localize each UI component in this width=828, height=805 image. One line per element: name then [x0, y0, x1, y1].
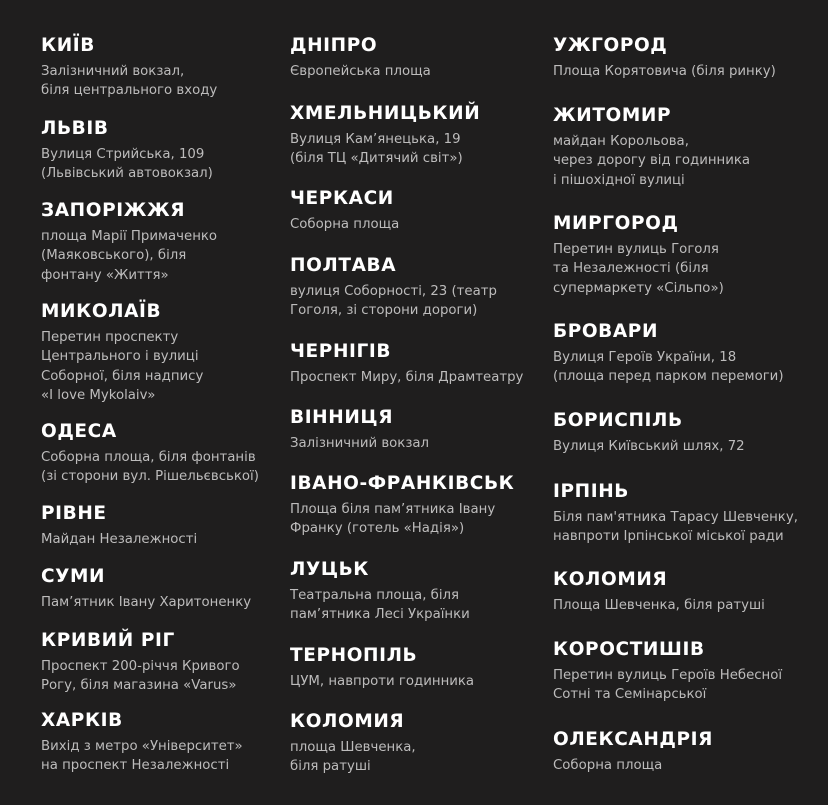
address-line: Залізничний вокзал, [41, 64, 185, 79]
meeting-place [553, 437, 818, 456]
meeting-place [553, 756, 818, 775]
location-entry [41, 35, 281, 101]
address-line: навпроти Ірпінської міської ради [553, 529, 784, 545]
address-line: Соборна площа [553, 758, 663, 773]
city-name: МИРГОРОД [553, 213, 679, 234]
meeting-place [41, 737, 281, 776]
address-line: Соборна площа, біля фонтанів [41, 450, 256, 465]
meeting-place [553, 348, 818, 387]
city-name: КРИВИЙ РІГ [41, 630, 175, 651]
location-entry [290, 35, 545, 81]
address-line: та Незалежності (біля [553, 261, 709, 277]
address-line: Площа Шевченка, біля ратуші [553, 598, 765, 613]
address-line: фонтану «Життя» [41, 267, 169, 283]
address-line: Соборна площа [290, 217, 400, 232]
location-entry [41, 421, 281, 487]
city-name: ЛЬВІВ [41, 118, 109, 139]
address-line: Гоголя, зі сторони дороги) [290, 303, 478, 319]
address-line: Проспект Миру, біля Драмтеатру [290, 370, 524, 385]
city-name: ЧЕРНІГІВ [290, 341, 392, 362]
location-entry [553, 213, 818, 298]
location-entry [290, 711, 545, 777]
meeting-place [553, 596, 818, 615]
address-line: Вулиця Героїв України, 18 [553, 350, 737, 365]
address-line: Рогу, біля магазина «Varus» [41, 678, 237, 694]
address-line: Вулиця Київський шлях, 72 [553, 439, 745, 454]
address-line: (Львівський автовокзал) [41, 166, 213, 182]
meeting-place [553, 666, 818, 705]
meeting-place [290, 434, 545, 453]
address-line: ЦУМ, навпроти годинника [290, 674, 475, 689]
address-line: Європейська площа [290, 64, 431, 79]
city-name: КОРОСТИШІВ [553, 639, 705, 660]
location-entry [41, 200, 281, 285]
city-name: ПОЛТАВА [290, 255, 397, 276]
meeting-place [41, 530, 281, 549]
meeting-place [290, 500, 545, 539]
location-entry [553, 569, 818, 615]
address-line: майдан Корольова, [553, 134, 689, 149]
meeting-place [41, 62, 281, 101]
address-line: на проспект Незалежності [41, 758, 230, 774]
meeting-place [41, 145, 281, 184]
address-line: біля ратуші [290, 759, 371, 775]
location-entry [553, 410, 818, 456]
city-name: БРОВАРИ [553, 321, 659, 342]
address-line: (зі сторони вул. Рішельєвської) [41, 469, 259, 485]
location-entry [290, 645, 545, 691]
location-entry [41, 566, 281, 612]
city-name: ЧЕРКАСИ [290, 188, 394, 209]
meeting-place [41, 657, 281, 696]
city-name: ІВАНО-ФРАНКІВСЬК [290, 473, 515, 494]
meeting-place [290, 282, 545, 321]
city-name: МИКОЛАЇВ [41, 301, 162, 322]
meeting-place [290, 586, 545, 625]
location-entry [41, 503, 281, 549]
location-entry [290, 473, 545, 539]
meeting-place [41, 227, 281, 285]
location-entry [41, 118, 281, 184]
meeting-place [553, 240, 818, 298]
address-line: через дорогу від годинника [553, 153, 751, 169]
meeting-place [290, 738, 545, 777]
address-line: Залізничний вокзал [290, 436, 430, 451]
city-name: ЗАПОРІЖЖЯ [41, 200, 186, 221]
city-name: КОЛОМИЯ [290, 711, 405, 732]
city-name: ОЛЕКСАНДРІЯ [553, 729, 713, 750]
city-name: ДНІПРО [290, 35, 378, 56]
city-name: ХАРКІВ [41, 710, 123, 731]
address-line: Вулиця Стрийська, 109 [41, 147, 205, 162]
meeting-place [290, 368, 545, 387]
location-entry [290, 407, 545, 453]
meeting-place [290, 130, 545, 169]
meeting-place [553, 62, 818, 81]
address-line: Вихід з метро «Університет» [41, 739, 243, 754]
location-entry [290, 103, 545, 169]
address-line: Біля пам'ятника Тарасу Шевченку, [553, 510, 798, 525]
location-entry [290, 559, 545, 625]
address-line: Театральна площа, біля [290, 588, 460, 603]
address-line: Сотні та Семінарської [553, 687, 707, 703]
address-line: Франку (готель «Надія») [290, 521, 465, 537]
address-line: супермаркету «Сільпо») [553, 280, 724, 296]
meeting-place [553, 508, 818, 547]
city-name: ТЕРНОПІЛЬ [290, 645, 418, 666]
location-entry [290, 188, 545, 234]
address-line: Майдан Незалежності [41, 532, 198, 547]
address-line: Проспект 200-річчя Кривого [41, 659, 240, 674]
address-line: Перетин вулиць Гоголя [553, 242, 719, 257]
meeting-place [41, 448, 281, 487]
address-line: Площа Корятовича (біля ринку) [553, 64, 776, 79]
address-line: Перетин проспекту [41, 330, 179, 345]
address-line: Пам’ятник Івану Харитоненку [41, 595, 252, 610]
city-name: ОДЕСА [41, 421, 117, 442]
location-entry [41, 301, 281, 406]
location-entry [290, 255, 545, 321]
address-line: Центрального і вулиці [41, 349, 199, 365]
address-line: вулиця Соборності, 23 (театр [290, 284, 497, 299]
meeting-place [553, 132, 818, 190]
meeting-place [290, 62, 545, 81]
address-line: (Маяковського), біля [41, 248, 187, 264]
meeting-place [41, 328, 281, 406]
meeting-place [290, 672, 545, 691]
location-entry [290, 341, 545, 387]
city-name: РІВНЕ [41, 503, 107, 524]
city-name: ЛУЦЬК [290, 559, 370, 580]
address-line: пам’ятника Лесі Українки [290, 607, 470, 623]
city-name: ЖИТОМИР [553, 105, 672, 126]
city-name: ХМЕЛЬНИЦЬКИЙ [290, 103, 481, 124]
address-line: Соборної, біля надпису [41, 368, 204, 384]
city-name: СУМИ [41, 566, 106, 587]
city-name: КОЛОМИЯ [553, 569, 668, 590]
city-name: ВІННИЦЯ [290, 407, 394, 428]
city-name: ІРПІНЬ [553, 481, 629, 502]
location-entry [553, 321, 818, 387]
address-line: і пішохідної вулиці [553, 172, 685, 188]
meeting-place [290, 215, 545, 234]
location-entry [41, 710, 281, 776]
address-line: Площа біля пам’ятника Івану [290, 502, 496, 517]
address-line: біля центрального входу [41, 83, 218, 99]
address-line: Перетин вулиць Героїв Небесної [553, 668, 783, 683]
city-name: КИЇВ [41, 35, 95, 56]
address-line: Вулиця Кам’янецька, 19 [290, 132, 461, 147]
meeting-place [41, 593, 281, 612]
city-name: БОРИСПІЛЬ [553, 410, 683, 431]
address-line: площа Марії Примаченко [41, 229, 218, 244]
location-entry [553, 639, 818, 705]
location-entry [41, 630, 281, 696]
location-entry [553, 481, 818, 547]
location-entry [553, 729, 818, 775]
address-line: площа Шевченка, [290, 740, 416, 755]
location-entry [553, 35, 818, 81]
location-entry [553, 105, 818, 190]
address-line: «I love Mykolaiv» [41, 388, 156, 404]
address-line: (біля ТЦ «Дитячий світ») [290, 151, 463, 167]
city-name: УЖГОРОД [553, 35, 668, 56]
address-line: (площа перед парком перемоги) [553, 369, 784, 385]
